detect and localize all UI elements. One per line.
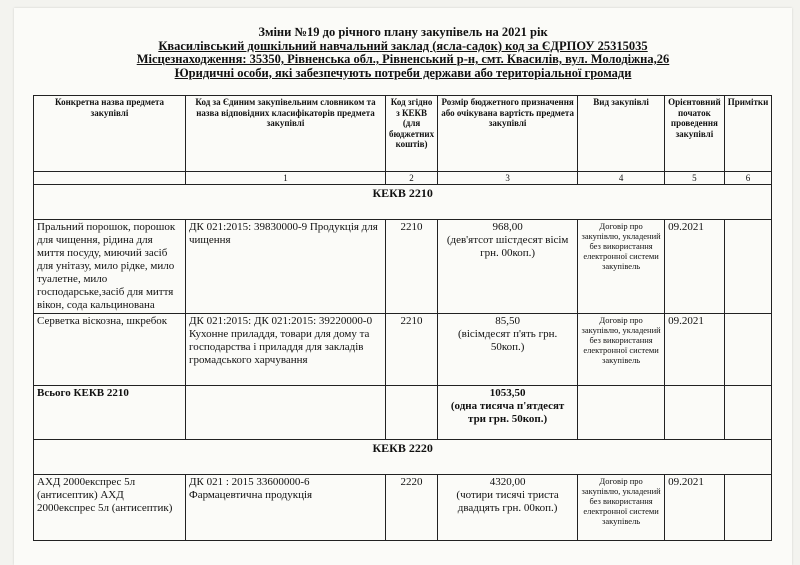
col-header-note: Примітки xyxy=(724,96,772,172)
section-title-2210: КЕКВ 2210 xyxy=(34,185,772,220)
total-sum-cell xyxy=(438,386,578,440)
table-row xyxy=(34,220,772,314)
table-row xyxy=(34,475,772,541)
col-header-code: Код за Єдиним закупівельним словником та назва відповідних класифікаторів предмета закупівлі xyxy=(186,96,386,172)
item-code: ДК 021:2015: 39830000-9 Продукція для чищення xyxy=(186,220,386,314)
table-row xyxy=(34,314,772,386)
col-number: 1 xyxy=(186,172,386,185)
col-header-kekv: Код згідно з КЕКВ (для бюджетних коштів) xyxy=(386,96,438,172)
col-number: 4 xyxy=(578,172,665,185)
header-institution: Квасилівський дошкільний навчальний заклад (ясла-садок) код за ЄДРПОУ 25315035 xyxy=(158,38,648,53)
item-kekv: 2210 xyxy=(386,314,438,386)
item-sum: 968,00 xyxy=(492,221,523,233)
document-sheet xyxy=(14,8,792,565)
item-type: Договір про закупівлю, укладений без використання електронної системи закупівель xyxy=(578,475,665,541)
item-sum: 4320,00 xyxy=(489,476,526,488)
header-address: Місцезнаходження: 35350, Рівненська обл., Рівненський р-н, смт. Квасилів, вул. Молодіжна,26 xyxy=(136,52,670,66)
table-header-row xyxy=(34,96,772,172)
item-name: Серветка віскозна, шкребок xyxy=(34,314,186,386)
item-date: 09.2021 xyxy=(665,475,725,541)
item-sum-words: (дев'ятсот шістдесят вісім грн. 00коп.) xyxy=(446,234,569,259)
item-sum-cell xyxy=(438,220,578,314)
section-row xyxy=(34,185,772,220)
document-header xyxy=(14,26,792,80)
total-sum-words: (одна тисяча п'ятдесят три грн. 50коп.) xyxy=(450,400,565,425)
header-entity-type: Юридичні особи, які забезпечують потреби держави або територіальної громади xyxy=(174,65,632,80)
col-header-sum: Розмір бюджетного призначення або очікувана вартість предмета закупівлі xyxy=(438,96,578,172)
col-number: 2 xyxy=(386,172,438,185)
section-title-2220: КЕКВ 2220 xyxy=(34,440,772,475)
item-sum-words: (чотири тисячі триста двадцять грн. 00коп.) xyxy=(456,489,559,514)
item-name: Пральний порошок, порошок для чищення, рідина для миття посуду, миючий засіб для унітазу, мило рідке, мило туалетне, мило господарське,засіб для миття вікон, сода кальцинована xyxy=(34,220,186,314)
item-sum-words: (вісімдесят п'ять грн. 50коп.) xyxy=(458,328,558,353)
item-date: 09.2021 xyxy=(665,314,725,386)
total-row xyxy=(34,386,772,440)
column-number-row xyxy=(34,172,772,185)
col-header-name: Конкретна назва предмета закупівлі xyxy=(34,96,186,172)
item-sum-cell xyxy=(438,475,578,541)
procurement-table xyxy=(33,95,772,541)
section-row xyxy=(34,440,772,475)
header-title: Зміни №19 до річного плану закупівель на 2021 рік xyxy=(258,25,548,39)
item-type: Договір про закупівлю, укладений без використання електронної системи закупівель xyxy=(578,220,665,314)
item-date: 09.2021 xyxy=(665,220,725,314)
item-type: Договір про закупівлю, укладений без використання електронної системи закупівель xyxy=(578,314,665,386)
item-code: ДК 021:2015: ДК 021:2015: 39220000-0 Кухонне приладдя, товари для дому та господарства і приладдя для закладів громадського харчування xyxy=(186,314,386,386)
item-kekv: 2220 xyxy=(386,475,438,541)
total-sum: 1053,50 xyxy=(489,387,526,399)
item-sum-cell xyxy=(438,314,578,386)
item-note xyxy=(724,475,772,541)
col-header-type: Вид закупівлі xyxy=(578,96,665,172)
col-number: 3 xyxy=(438,172,578,185)
col-number: 5 xyxy=(665,172,725,185)
total-label: Всього КЕКВ 2210 xyxy=(34,386,186,440)
item-sum: 85,50 xyxy=(495,315,520,327)
item-code: ДК 021 : 2015 33600000-6 Фармацевтична продукція xyxy=(186,475,386,541)
item-note xyxy=(724,220,772,314)
item-name: АХД 2000експрес 5л (антисептик) АХД 2000експрес 5л (антисептик) xyxy=(34,475,186,541)
item-note xyxy=(724,314,772,386)
col-header-date: Орієнтовний початок проведення закупівлі xyxy=(665,96,725,172)
col-number: 6 xyxy=(724,172,772,185)
item-kekv: 2210 xyxy=(386,220,438,314)
